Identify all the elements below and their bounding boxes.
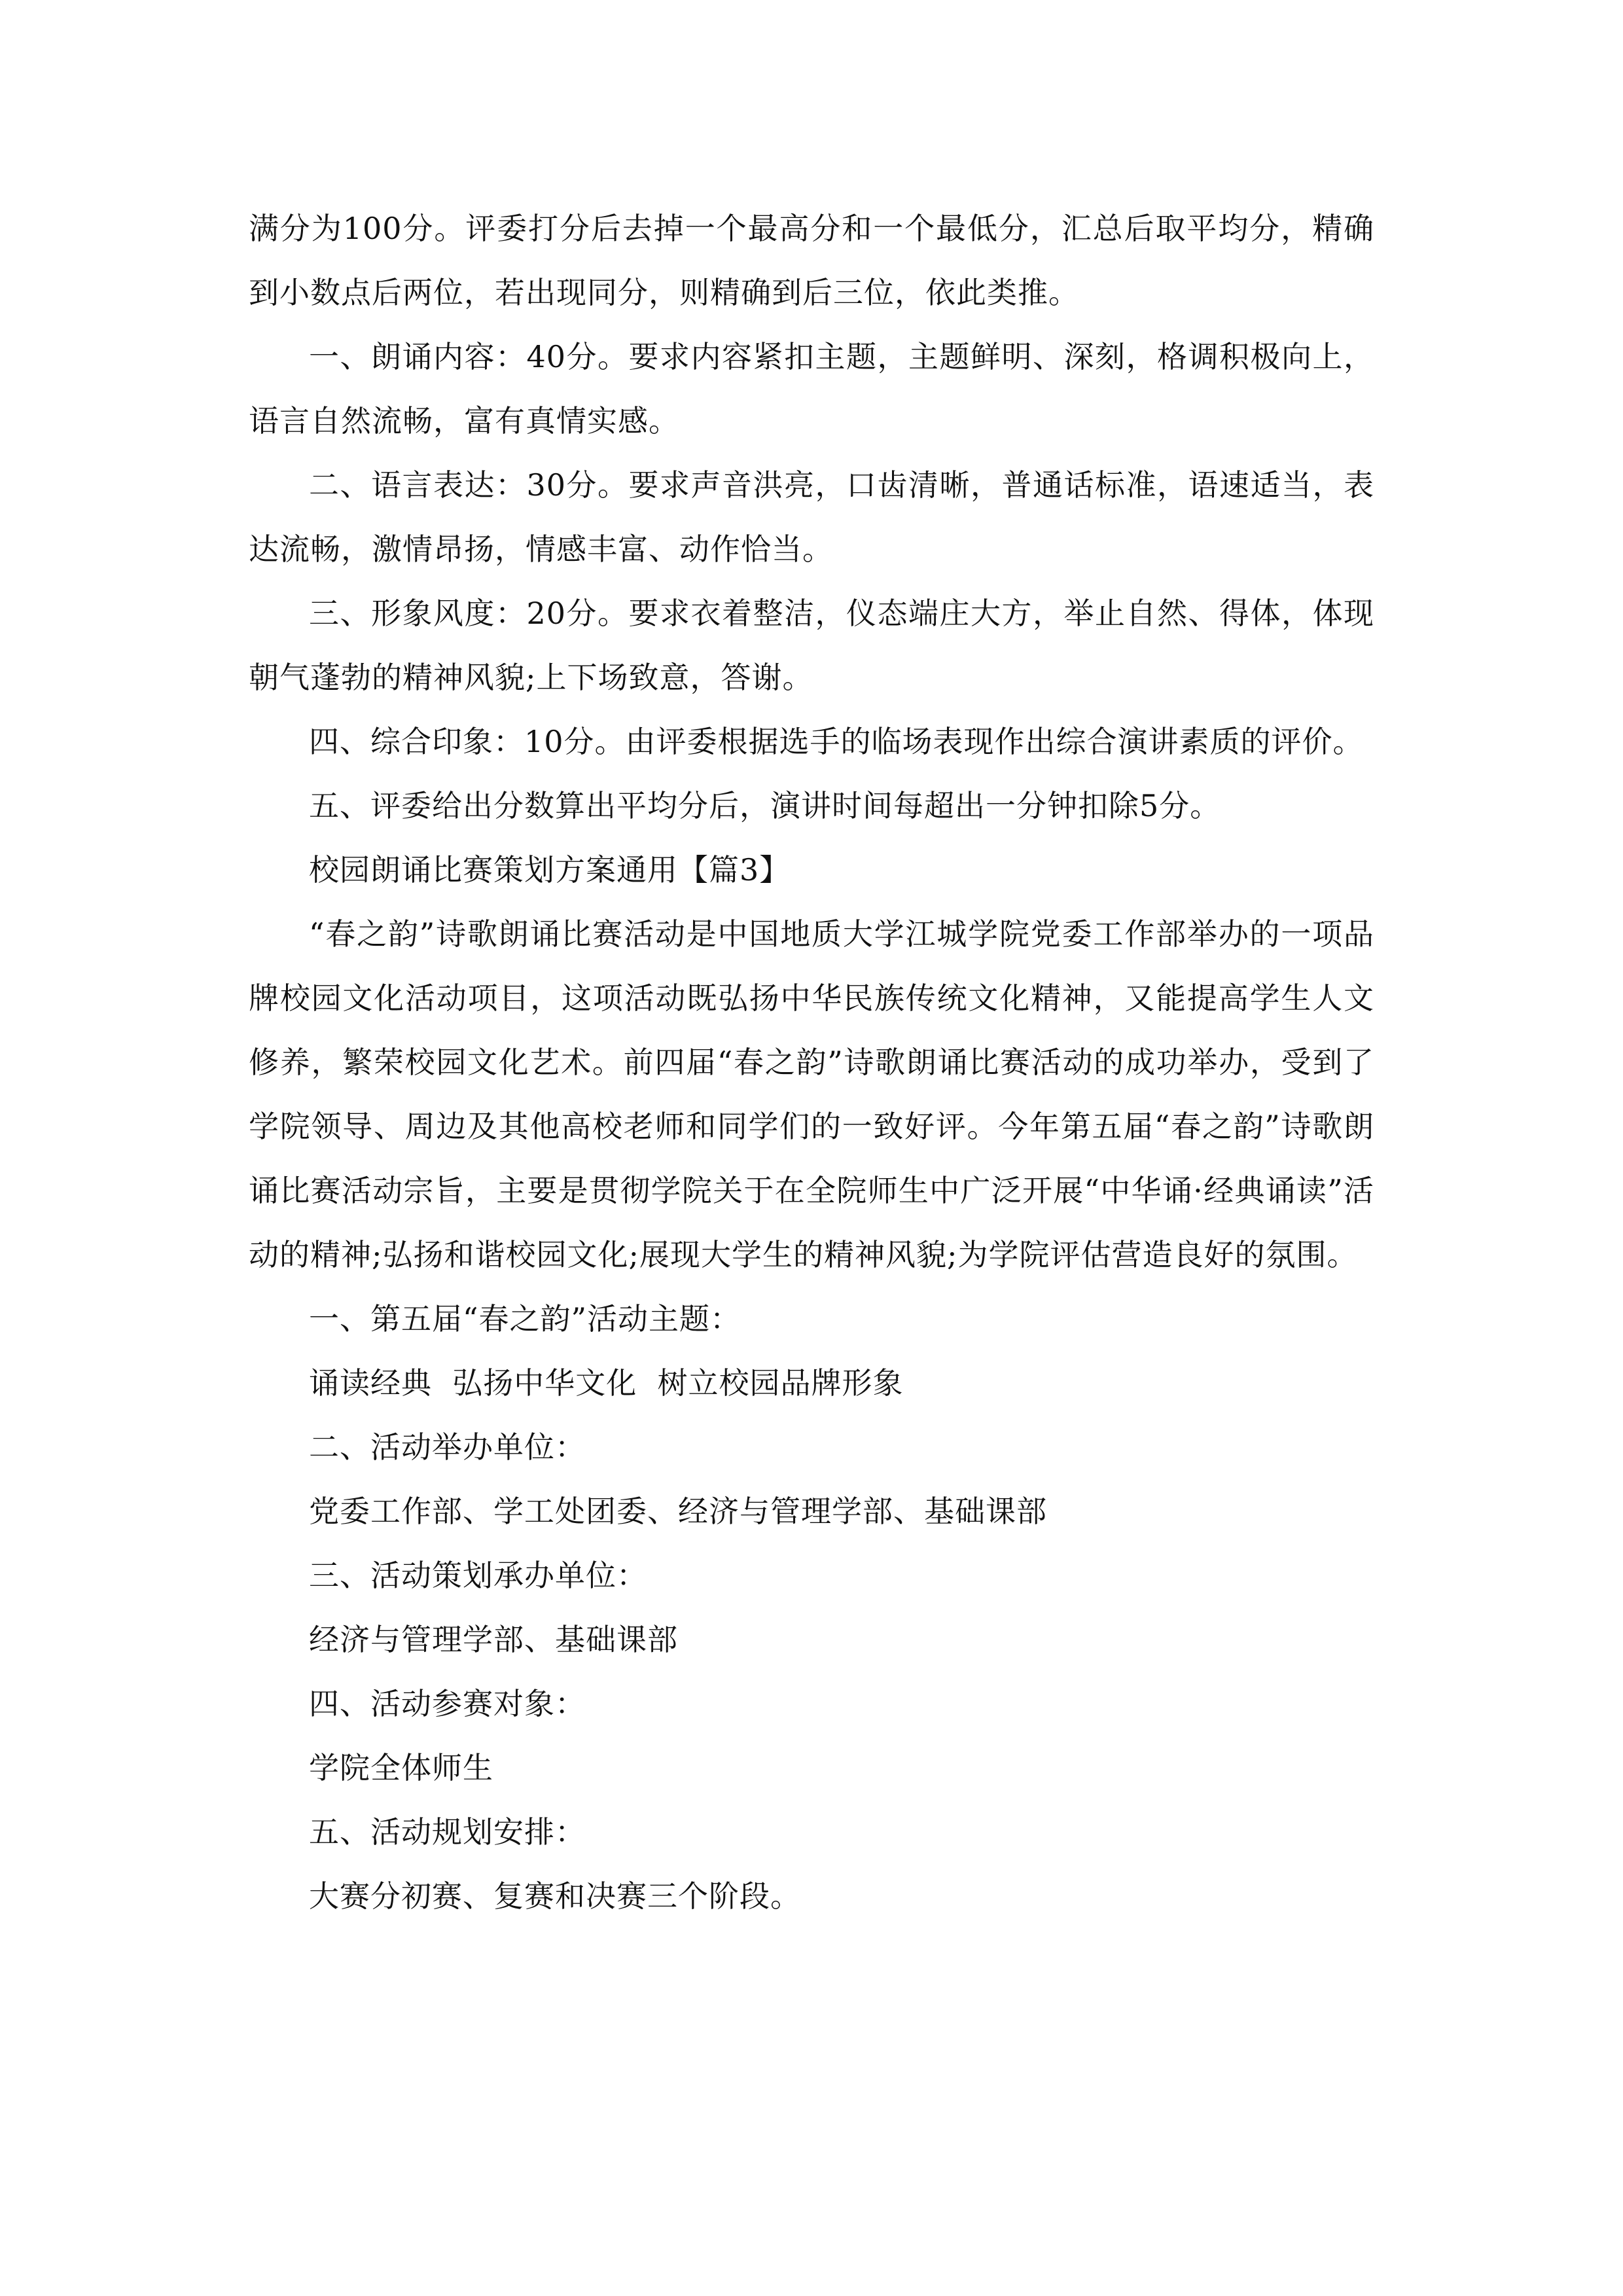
item-value-participants: 学院全体师生 xyxy=(309,1750,493,1785)
item-value-host: 经济与管理学部、基础课部 xyxy=(309,1622,678,1657)
paragraph-scoring-rule: 满分为100分。评委打分后去掉一个最高分和一个最低分，汇总后取平均分，精确到小数点后两位，若出现同分，则精确到后三位，依此类推。 xyxy=(249,211,1374,310)
item-heading-participants: 四、活动参赛对象： xyxy=(309,1686,586,1721)
item-value-schedule: 大赛分初赛、复赛和决赛三个阶段。 xyxy=(309,1878,801,1914)
item-value-theme: 诵读经典 弘扬中华文化 树立校园品牌形象 xyxy=(309,1365,904,1401)
document-body xyxy=(249,196,1374,1928)
paragraph-criterion-appearance: 三、形象风度：20分。要求衣着整洁，仪态端庄大方，举止自然、得体，体现朝气蓬勃的精神风貌;上下场致意，答谢。 xyxy=(249,596,1374,695)
item-value-organizer: 党委工作部、学工处团委、经济与管理学部、基础课部 xyxy=(309,1494,1047,1529)
paragraph-time-penalty: 五、评委给出分数算出平均分后，演讲时间每超出一分钟扣除5分。 xyxy=(309,788,1221,823)
paragraph-criterion-impression: 四、综合印象：10分。由评委根据选手的临场表现作出综合演讲素质的评价。 xyxy=(309,724,1364,759)
item-heading-host: 三、活动策划承办单位： xyxy=(309,1558,647,1593)
item-heading-theme: 一、第五届“春之韵”活动主题： xyxy=(309,1301,741,1336)
paragraph-criterion-content: 一、朗诵内容：40分。要求内容紧扣主题，主题鲜明、深刻，格调积极向上，语言自然流畅，富有真情实感。 xyxy=(249,339,1374,439)
section-heading: 校园朗诵比赛策划方案通用【篇3】 xyxy=(309,852,791,888)
item-heading-organizer: 二、活动举办单位： xyxy=(309,1429,586,1465)
paragraph-introduction: “春之韵”诗歌朗诵比赛活动是中国地质大学江城学院党委工作部举办的一项品牌校园文化活动项目，这项活动既弘扬中华民族传统文化精神，又能提高学生人文修养，繁荣校园文化艺术。前四届“春之韵”诗歌朗诵比赛活动的成功举办，受到了学院领导、周边及其他高校老师和同学们的一致好评。今年第五届“春之韵”诗歌朗诵比赛活动宗旨，主要是贯彻学院关于在全院师生中广泛开展“中华诵·经典诵读”活动的精神;弘扬和谐校园文化;展现大学生的精神风貌;为学院评估营造良好的氛围。 xyxy=(249,916,1374,1272)
paragraph-criterion-expression: 二、语言表达：30分。要求声音洪亮，口齿清晰，普通话标准，语速适当，表达流畅，激情昂扬，情感丰富、动作恰当。 xyxy=(249,467,1374,567)
item-heading-schedule: 五、活动规划安排： xyxy=(309,1814,586,1850)
